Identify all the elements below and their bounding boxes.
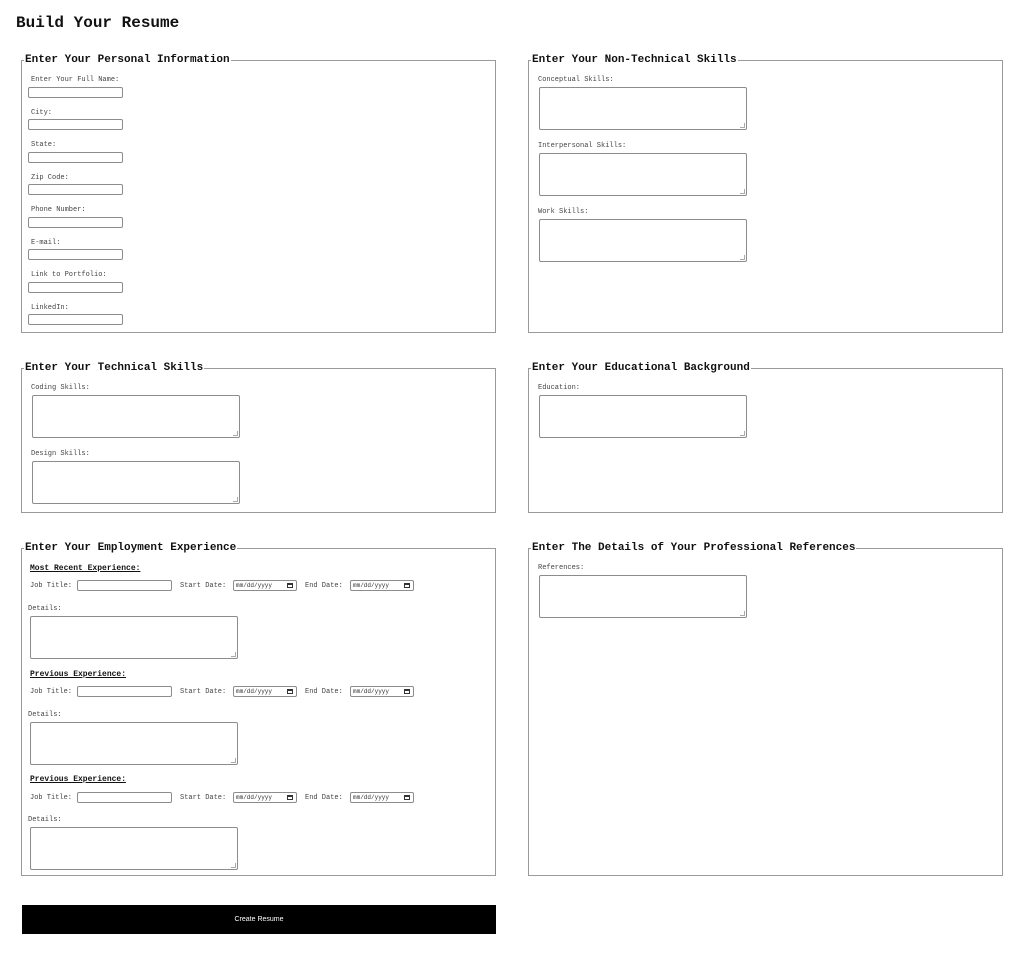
full-name-label: Enter Your Full Name: [31, 76, 120, 84]
references-section [528, 542, 1003, 876]
start-date-label: Start Date: [180, 688, 227, 696]
personal-info-legend: Enter Your Personal Information [25, 54, 230, 66]
resize-grip-icon[interactable] [233, 497, 238, 502]
phone-number-input[interactable] [28, 217, 123, 228]
calendar-icon[interactable] [404, 689, 410, 694]
coding-skills-textarea[interactable] [32, 395, 240, 438]
work-skills-textarea[interactable] [539, 219, 747, 262]
date-placeholder: mm/dd/yyyy [236, 794, 273, 801]
calendar-icon[interactable] [287, 795, 293, 800]
coding-skills-label: Coding Skills: [31, 384, 90, 392]
end-date-input[interactable] [350, 792, 414, 803]
personal-info-section [21, 54, 496, 333]
references-legend: Enter The Details of Your Professional References [532, 542, 856, 554]
calendar-icon[interactable] [404, 583, 410, 588]
resize-grip-icon[interactable] [740, 611, 745, 616]
design-skills-label: Design Skills: [31, 450, 90, 458]
portfolio-input[interactable] [28, 282, 123, 293]
start-date-input[interactable] [233, 792, 297, 803]
previous-experience-heading: Previous Experience: [30, 775, 127, 784]
end-date-label: End Date: [305, 582, 343, 590]
linkedin-label: LinkedIn: [31, 304, 69, 312]
resize-grip-icon[interactable] [740, 255, 745, 260]
education-legend: Enter Your Educational Background [532, 362, 750, 374]
non-technical-skills-section [528, 54, 1003, 333]
details-textarea[interactable] [30, 616, 238, 659]
non-technical-skills-legend: Enter Your Non-Technical Skills [532, 54, 737, 66]
start-date-input[interactable] [233, 580, 297, 591]
calendar-icon[interactable] [404, 795, 410, 800]
education-section [528, 362, 1003, 513]
education-textarea[interactable] [539, 395, 747, 438]
zip-code-label: Zip Code: [31, 174, 69, 182]
interpersonal-skills-label: Interpersonal Skills: [538, 142, 627, 150]
phone-number-label: Phone Number: [31, 206, 86, 214]
start-date-label: Start Date: [180, 794, 227, 802]
job-title-input[interactable] [77, 792, 172, 803]
start-date-input[interactable] [233, 686, 297, 697]
date-placeholder: mm/dd/yyyy [353, 582, 390, 589]
technical-skills-legend: Enter Your Technical Skills [25, 362, 204, 374]
portfolio-label: Link to Portfolio: [31, 271, 107, 279]
details-textarea[interactable] [30, 827, 238, 870]
resize-grip-icon[interactable] [231, 652, 236, 657]
employment-section [21, 542, 496, 876]
city-input[interactable] [28, 119, 123, 130]
date-placeholder: mm/dd/yyyy [353, 688, 390, 695]
job-title-input[interactable] [77, 580, 172, 591]
design-skills-textarea[interactable] [32, 461, 240, 504]
end-date-label: End Date: [305, 688, 343, 696]
details-label: Details: [28, 816, 62, 824]
state-input[interactable] [28, 152, 123, 163]
calendar-icon[interactable] [287, 689, 293, 694]
resize-grip-icon[interactable] [231, 863, 236, 868]
linkedin-input[interactable] [28, 314, 123, 325]
conceptual-skills-textarea[interactable] [539, 87, 747, 130]
resize-grip-icon[interactable] [740, 431, 745, 436]
details-label: Details: [28, 605, 62, 613]
job-title-input[interactable] [77, 686, 172, 697]
resize-grip-icon[interactable] [231, 758, 236, 763]
city-label: City: [31, 109, 53, 117]
previous-experience-heading: Previous Experience: [30, 670, 127, 679]
technical-skills-section [21, 362, 496, 513]
date-placeholder: mm/dd/yyyy [236, 582, 273, 589]
most-recent-experience-heading: Most Recent Experience: [30, 564, 141, 573]
references-textarea[interactable] [539, 575, 747, 618]
details-label: Details: [28, 711, 62, 719]
create-resume-button[interactable]: Create Resume [22, 905, 496, 934]
resize-grip-icon[interactable] [740, 189, 745, 194]
job-title-label: Job Title: [30, 688, 73, 696]
full-name-input[interactable] [28, 87, 123, 98]
employment-legend: Enter Your Employment Experience [25, 542, 237, 554]
date-placeholder: mm/dd/yyyy [353, 794, 390, 801]
state-label: State: [31, 141, 57, 149]
email-input[interactable] [28, 249, 123, 260]
interpersonal-skills-textarea[interactable] [539, 153, 747, 196]
start-date-label: Start Date: [180, 582, 227, 590]
resize-grip-icon[interactable] [233, 431, 238, 436]
conceptual-skills-label: Conceptual Skills: [538, 76, 614, 84]
email-label: E-mail: [31, 239, 61, 247]
zip-code-input[interactable] [28, 184, 123, 195]
job-title-label: Job Title: [30, 582, 73, 590]
date-placeholder: mm/dd/yyyy [236, 688, 273, 695]
end-date-input[interactable] [350, 686, 414, 697]
page-title: Build Your Resume [16, 14, 180, 32]
end-date-label: End Date: [305, 794, 343, 802]
job-title-label: Job Title: [30, 794, 73, 802]
resize-grip-icon[interactable] [740, 123, 745, 128]
end-date-input[interactable] [350, 580, 414, 591]
education-label: Education: [538, 384, 581, 392]
calendar-icon[interactable] [287, 583, 293, 588]
references-label: References: [538, 564, 585, 572]
work-skills-label: Work Skills: [538, 208, 589, 216]
details-textarea[interactable] [30, 722, 238, 765]
